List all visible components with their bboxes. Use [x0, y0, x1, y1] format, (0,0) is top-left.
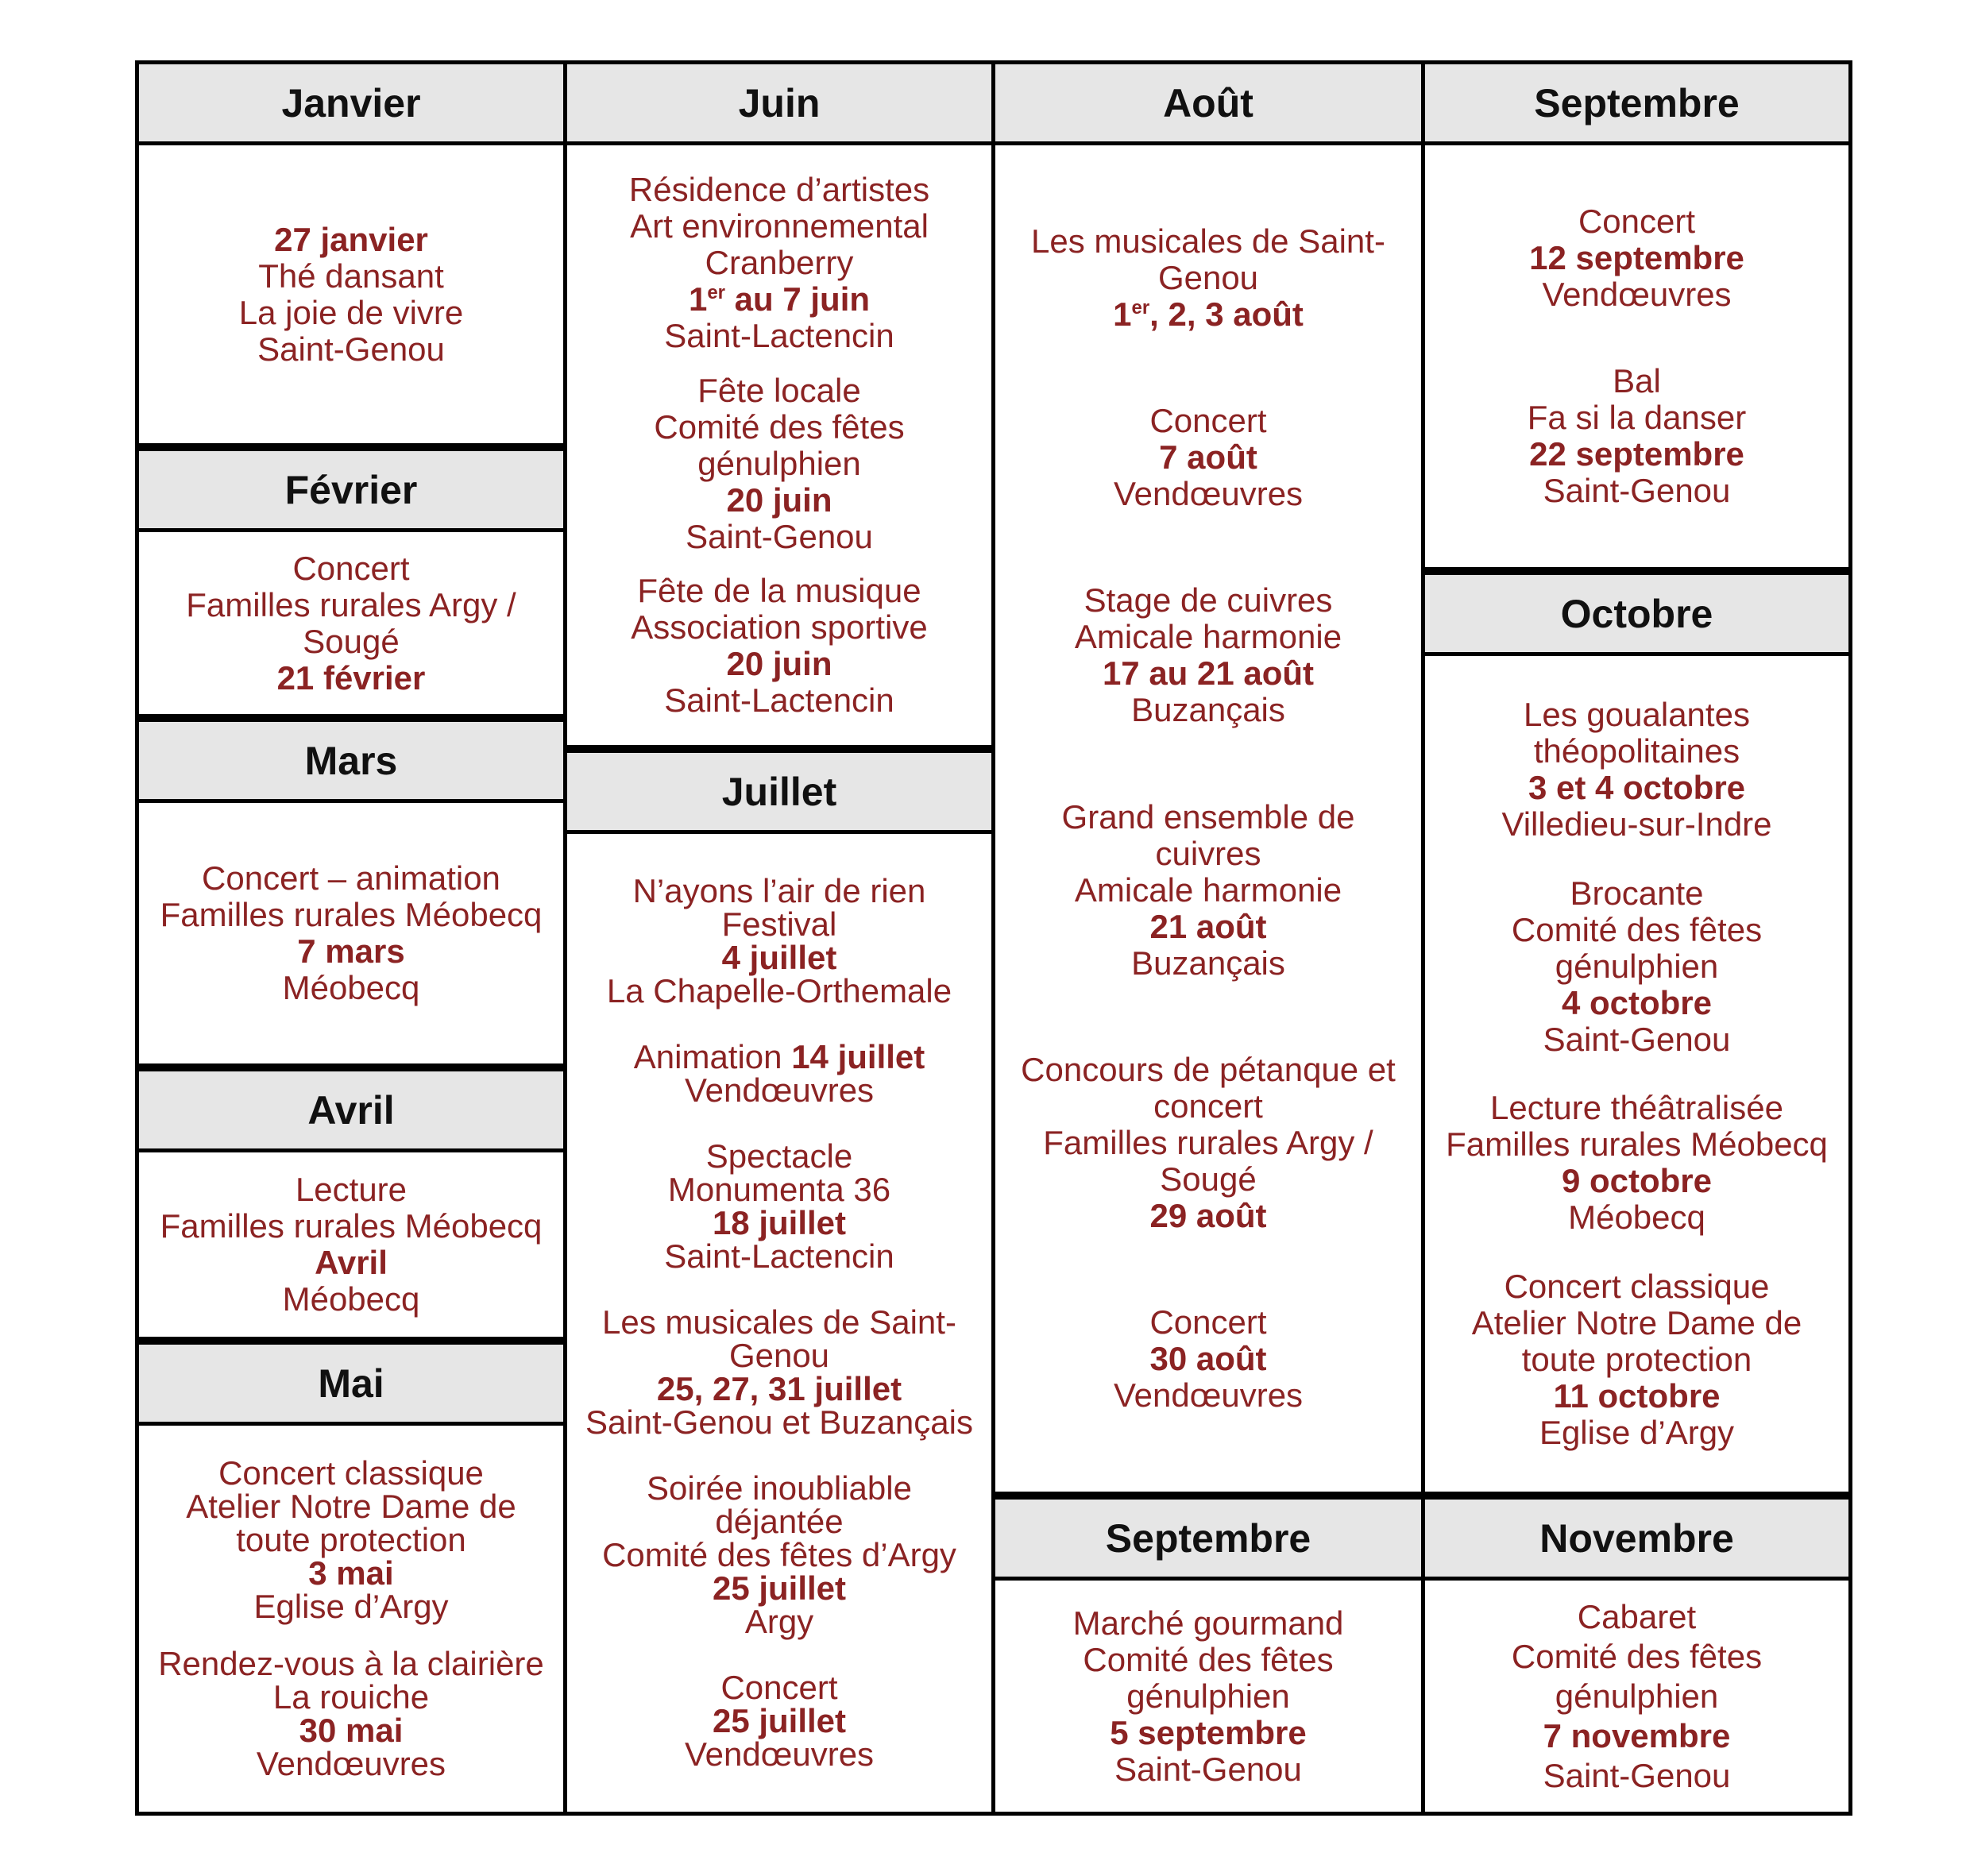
event-organizer: Amicale harmonie — [1074, 618, 1342, 656]
month-header-fevrier: Février — [135, 447, 567, 532]
event — [1073, 1605, 1344, 1788]
event-name: Thé dansant — [258, 257, 444, 295]
event-organizer: Familles rurales Méobecq — [160, 1207, 543, 1245]
event-date: 4 juillet — [721, 939, 837, 976]
event-organizer: Familles rurales Argy / — [1043, 1123, 1373, 1161]
event-place: La Chapelle-Orthemale — [606, 972, 952, 1009]
event-name: Genou — [1157, 259, 1259, 297]
event-name: Concours de pétanque et — [1021, 1050, 1396, 1088]
month-events-septembre — [991, 1581, 1425, 1816]
month-events-fevrier — [135, 532, 567, 718]
month-header-juin: Juin — [563, 60, 995, 145]
event — [1021, 1052, 1396, 1234]
event — [654, 372, 904, 555]
event-organizer: génulphien — [1555, 947, 1719, 985]
events-calendar — [135, 60, 1852, 1816]
event-organizer: Comité des fêtes — [1511, 1637, 1763, 1675]
event-date: 18 juillet — [712, 1204, 847, 1241]
event-organizer: La rouiche — [272, 1677, 430, 1716]
event-place: Buzançais — [1131, 691, 1285, 729]
event — [1114, 403, 1303, 512]
month-events-janvier — [135, 145, 567, 447]
event-date: 1er, 2, 3 août — [1113, 295, 1304, 334]
event-date: 7 août — [1159, 438, 1257, 477]
event-organizer: Amicale harmonie — [1074, 870, 1342, 909]
event-organizer: La joie de vivre — [238, 293, 464, 331]
event-name: Concert – animation — [202, 859, 500, 897]
month-header-mai: Mai — [135, 1341, 567, 1426]
event-date: 29 août — [1149, 1196, 1267, 1234]
event-name: Cabaret — [1577, 1597, 1697, 1635]
event-name: Brocante — [1570, 874, 1704, 912]
event-place: Méobecq — [282, 969, 420, 1006]
event-place: Eglise d’Argy — [1539, 1414, 1735, 1452]
event-organizer: génulphien — [1555, 1677, 1719, 1715]
event-place: Saint-Genou et Buzançais — [585, 1403, 973, 1441]
event-place: Saint-Lactencin — [664, 316, 894, 354]
event-organizer: Cranberry — [705, 243, 854, 281]
event-name: Concert classique — [1504, 1268, 1770, 1306]
event-date: 17 au 21 août — [1102, 654, 1315, 693]
event-date: 7 novembre — [1543, 1716, 1731, 1754]
month-events-septembre — [1421, 145, 1852, 571]
event-name: Spectacle — [705, 1137, 853, 1175]
event-name: N’ayons l’air de rien — [632, 872, 926, 909]
event-place: Vendœuvres — [256, 1744, 446, 1782]
event — [239, 222, 464, 368]
event-name: Concert — [1578, 203, 1696, 240]
month-events-aout — [991, 145, 1425, 1496]
event-place: Vendœuvres — [684, 1071, 875, 1109]
event-date: 9 octobre — [1561, 1162, 1713, 1200]
event — [607, 874, 952, 1008]
event-place: Vendœuvres — [684, 1735, 875, 1773]
event-name: Concert — [1149, 402, 1267, 440]
event-place: Saint-Genou — [1114, 1750, 1302, 1788]
event — [631, 573, 928, 719]
event-place: Saint-Genou — [1543, 1020, 1731, 1058]
event-organizer: toute protection — [236, 1521, 466, 1559]
event-date: 12 septembre — [1529, 239, 1744, 276]
event-date: 20 juin — [726, 645, 832, 683]
event — [1512, 1597, 1762, 1796]
event-name: Marché gourmand — [1072, 1604, 1344, 1642]
event-name: Les musicales de Saint- — [602, 1303, 956, 1341]
event-organizer: Familles rurales Méobecq — [160, 896, 543, 933]
event-place: Saint-Genou — [257, 330, 445, 368]
month-events-mai — [135, 1426, 567, 1816]
event — [1501, 697, 1771, 843]
event-name: Soirée inoubliable — [647, 1469, 912, 1507]
event-name: Concert — [720, 1669, 838, 1706]
event-date: 20 juin — [726, 481, 832, 519]
event-organizer: Fa si la danser — [1527, 399, 1747, 436]
event — [664, 1137, 894, 1275]
month-events-novembre — [1421, 1581, 1852, 1816]
event — [160, 1172, 543, 1318]
event-place: Saint-Genou — [686, 517, 873, 555]
month-events-mars — [135, 803, 567, 1067]
event-name: Lecture théâtralisée — [1490, 1089, 1783, 1127]
event — [1114, 1304, 1303, 1414]
event-name: Festival — [721, 905, 837, 943]
event — [1062, 799, 1355, 982]
event — [1031, 223, 1385, 333]
event-place: Saint-Genou — [1543, 1756, 1731, 1794]
event-place: Eglise d’Argy — [253, 1588, 449, 1626]
event-organizer: Atelier Notre Dame de — [186, 1488, 516, 1526]
event-name: Bal — [1613, 362, 1661, 400]
event-place: Buzançais — [1131, 944, 1285, 982]
event-name: Concert — [1149, 1303, 1267, 1341]
event — [629, 172, 929, 354]
event-organizer: Comité des fêtes — [654, 407, 905, 446]
event-name: Les goualantes — [1524, 695, 1750, 733]
event-name: déjantée — [715, 1503, 844, 1540]
event-organizer: Familles rurales Argy / — [186, 585, 516, 623]
month-events-octobre — [1421, 656, 1852, 1496]
month-header-janvier: Janvier — [135, 60, 567, 145]
event-organizer: génulphien — [697, 444, 861, 482]
event — [1472, 1268, 1802, 1451]
event — [186, 1454, 516, 1626]
event-name: cuivres — [1155, 834, 1261, 872]
month-header-aout: Août — [991, 60, 1425, 145]
event-organizer: Comité des fêtes — [1083, 1640, 1334, 1678]
month-header-septembre: Septembre — [991, 1496, 1425, 1581]
event-name: Les musicales de Saint- — [1031, 222, 1385, 261]
event-place: Saint-Lactencin — [664, 1237, 894, 1275]
event-name: Fête de la musique — [637, 572, 921, 610]
event-organizer: Familles rurales Méobecq — [1446, 1125, 1828, 1164]
event-date: 27 janvier — [274, 220, 428, 258]
event-date: 1er au 7 juin — [688, 280, 871, 318]
event-name: Fête locale — [697, 371, 861, 409]
event-place: Saint-Genou — [1543, 472, 1731, 509]
event-date: 25, 27, 31 juillet — [656, 1370, 902, 1407]
event — [158, 1644, 544, 1782]
event — [1075, 582, 1342, 728]
event — [602, 1469, 956, 1640]
event-date: 5 septembre — [1110, 1713, 1307, 1751]
event-name: Concert — [292, 549, 410, 587]
event-name: Grand ensemble de — [1061, 797, 1355, 836]
event-name: Rendez-vous à la clairière — [158, 1644, 544, 1682]
event-date: 3 et 4 octobre — [1528, 768, 1746, 806]
event-date: 25 juillet — [712, 1569, 847, 1607]
event-name: Concert classique — [218, 1454, 484, 1492]
event-organizer: Atelier Notre Dame de — [1471, 1304, 1802, 1342]
event-organizer: Monumenta 36 — [667, 1171, 891, 1208]
event — [634, 1040, 925, 1107]
event-name: concert — [1153, 1087, 1263, 1125]
event-organizer: Association sportive — [631, 608, 928, 647]
event-date: 11 octobre — [1553, 1377, 1721, 1415]
event-name: Stage de cuivres — [1084, 581, 1333, 620]
event-place: Saint-Lactencin — [664, 681, 894, 720]
event-organizer: Comité des fêtes d’Argy — [602, 1536, 956, 1573]
event-date: Avril — [315, 1244, 388, 1281]
event-date: 30 août — [1149, 1339, 1267, 1377]
event-place: Méobecq — [282, 1280, 420, 1318]
month-header-avril: Avril — [135, 1067, 567, 1152]
event-date: 4 octobre — [1561, 983, 1713, 1021]
event-place: Vendœuvres — [1113, 475, 1304, 513]
event-place: Argy — [744, 1603, 814, 1640]
event — [1512, 875, 1762, 1058]
event-date: 21 février — [276, 658, 426, 697]
month-events-juin — [563, 145, 995, 749]
event-date: 30 mai — [299, 1711, 404, 1749]
event — [1528, 363, 1746, 509]
event-date: 25 juillet — [712, 1702, 847, 1739]
event-name: théopolitaines — [1533, 731, 1740, 770]
event — [1529, 203, 1744, 313]
event — [186, 550, 516, 697]
month-header-octobre: Octobre — [1421, 571, 1852, 656]
month-events-juillet — [563, 834, 995, 1816]
event-name-date: Animation 14 juillet — [633, 1038, 925, 1075]
event-place: Méobecq — [1568, 1199, 1705, 1237]
month-events-avril — [135, 1152, 567, 1341]
event — [685, 1671, 874, 1771]
month-header-septembre: Septembre — [1421, 60, 1852, 145]
event-date: 7 mars — [297, 932, 405, 970]
month-header-novembre: Novembre — [1421, 1496, 1852, 1581]
event-name: Résidence d’artistes — [628, 170, 930, 208]
event-organizer: génulphien — [1126, 1677, 1290, 1715]
event-date: 3 mai — [308, 1554, 394, 1592]
event-name: Art environnemental — [630, 207, 929, 245]
event-organizer: Comité des fêtes — [1511, 910, 1763, 948]
event-place: Vendœuvres — [1113, 1376, 1304, 1414]
month-header-juillet: Juillet — [563, 749, 995, 834]
event-name: Lecture — [295, 1171, 408, 1208]
event — [1446, 1090, 1828, 1236]
event-date: 21 août — [1149, 907, 1267, 945]
event-place: Villedieu-sur-Indre — [1501, 805, 1772, 843]
event — [585, 1303, 973, 1441]
month-header-mars: Mars — [135, 718, 567, 803]
event-organizer: Sougé — [1160, 1160, 1257, 1198]
event-place: Vendœuvres — [1542, 276, 1732, 313]
event-date: 22 septembre — [1529, 435, 1744, 473]
event — [160, 860, 543, 1006]
event-name: Genou — [728, 1337, 830, 1374]
event-organizer: toute protection — [1521, 1341, 1752, 1379]
event-organizer: Sougé — [303, 622, 400, 660]
